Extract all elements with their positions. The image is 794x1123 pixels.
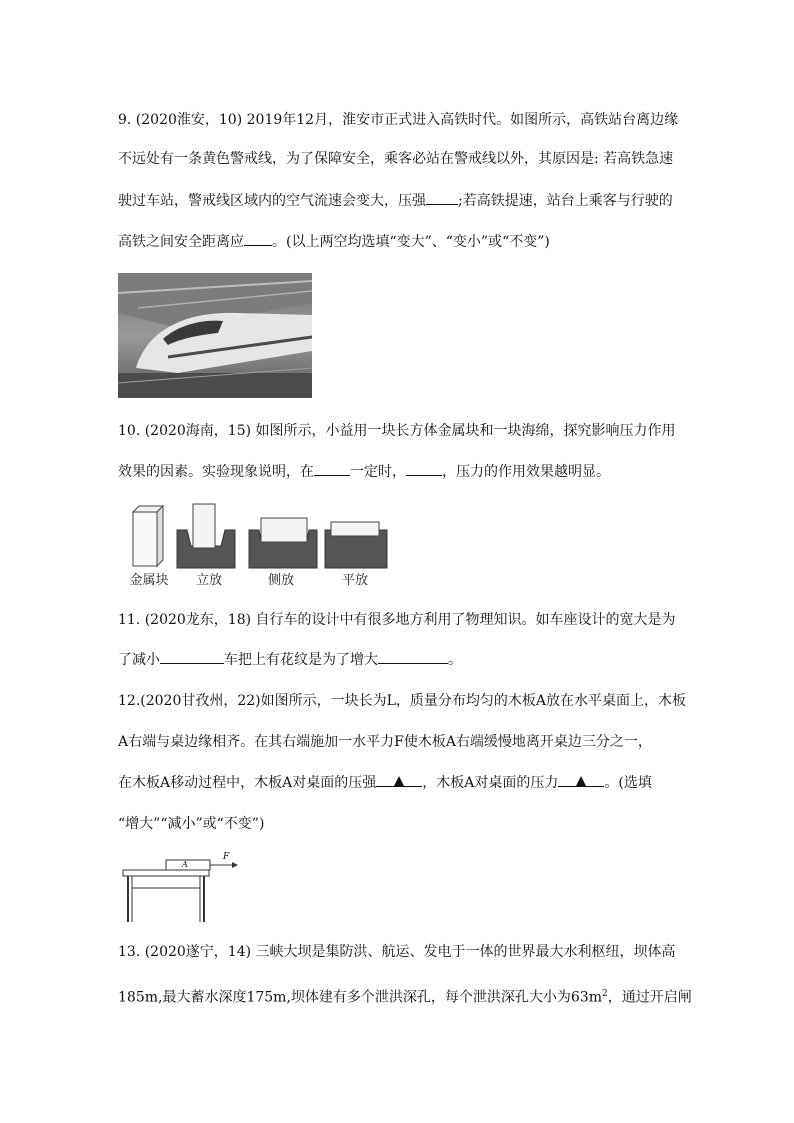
q13-line-2-text-b: ，通过开启闸: [607, 989, 692, 1006]
q10-blank-1[interactable]: [314, 463, 350, 476]
q9-line-4: [118, 233, 550, 251]
triangle-marker-icon: [394, 776, 404, 786]
table-board-figure: [120, 852, 245, 924]
label-metal-block: 金属块: [129, 573, 169, 588]
q11-blank-2[interactable]: [378, 651, 448, 664]
q9-line-4-text-b: 。(以上两空均选填“变大”、“变小”或“不变”): [272, 234, 550, 250]
q12-blank-1[interactable]: [376, 774, 422, 787]
q10-line-1: 10. (2020海南，15) 如图所示，小益用一块长方体金属块和一块海绵，探究影响压力作用: [118, 423, 676, 439]
q12-line-3-text-c: 。(选填: [604, 775, 652, 791]
high-speed-train-photo: [118, 273, 312, 398]
q11-line-2: [118, 651, 462, 669]
q12-line-3-text-b: ，木板A对桌面的压力: [422, 775, 559, 791]
q10-line-2-text-a: 效果的因素。实验现象说明，在: [118, 464, 314, 480]
q13-line-2: [118, 985, 692, 1007]
q9-blank-1[interactable]: [426, 192, 458, 205]
q12-blank-2[interactable]: [558, 774, 604, 787]
sponge-experiment-figure: [125, 500, 395, 572]
q10-line-2-text-c: ，压力的作用效果越明显。: [442, 464, 610, 480]
q11-line-2-text-a: 了减小: [118, 652, 160, 668]
q12-line-3: [118, 774, 652, 792]
q9-line-4-text-a: 高铁之间安全距离应: [118, 234, 244, 250]
q9-blank-2[interactable]: [244, 233, 272, 246]
q10-line-2: [118, 463, 610, 481]
board-a-label: A: [182, 860, 188, 869]
q13-line-1: 13. (2020遂宁，14) 三峡大坝是集防洪、航运、发电于一体的世界最大水利枢纽，坝体高: [118, 944, 676, 960]
q12-line-1: 12.(2020甘孜州，22)如图所示，一块长为L，质量分布均匀的木板A放在水平桌面上，木板: [118, 693, 687, 709]
q12-line-2: A右端与桌边缘相齐。在其右端施加一水平力F使木板A右端缓慢地离开桌边三分之一，: [118, 734, 652, 750]
q9-line-2: 不远处有一条黄色警戒线，为了保障安全，乘客必站在警戒线以外，其原因是: 若高铁急速: [118, 151, 674, 167]
q9-line-3-text-b: ;若高铁提速，站台上乘客与行驶的: [458, 193, 673, 209]
q11-line-1: 11. (2020龙东，18) 自行车的设计中有很多地方利用了物理知识。如车座设计的宽大是为: [118, 612, 676, 628]
q11-line-2-text-c: 。: [448, 652, 462, 668]
label-standing: 立放: [195, 573, 222, 588]
q9-line-3: [118, 192, 673, 210]
q13-superscript: 2: [601, 989, 608, 999]
q12-line-4: “增大”“减小”或“不变”): [118, 816, 265, 832]
q11-blank-1[interactable]: [160, 651, 224, 664]
q11-line-2-text-b: 车把上有花纹是为了增大: [224, 652, 378, 668]
q12-line-3-text-a: 在木板A移动过程中，木板A对桌面的压强: [118, 775, 377, 791]
label-side: 侧放: [267, 573, 294, 588]
q9-line-3-text-a: 驶过车站，警戒线区域内的空气流速会变大，压强: [118, 193, 426, 209]
q10-blank-2[interactable]: [406, 463, 442, 476]
q9-line-1: 9. (2020淮安，10) 2019年12月，淮安市正式进入高铁时代。如图所示，高铁站台离边缘: [118, 112, 679, 128]
label-flat: 平放: [341, 573, 368, 588]
triangle-marker-icon: [576, 776, 586, 786]
q13-line-2-text-a: 185m,最大蓄水深度175m,坝体建有多个泄洪深孔，每个泄洪深孔大小为63m: [118, 989, 602, 1006]
force-f-label: F: [223, 852, 230, 862]
q10-line-2-text-b: 一定时，: [350, 464, 406, 480]
